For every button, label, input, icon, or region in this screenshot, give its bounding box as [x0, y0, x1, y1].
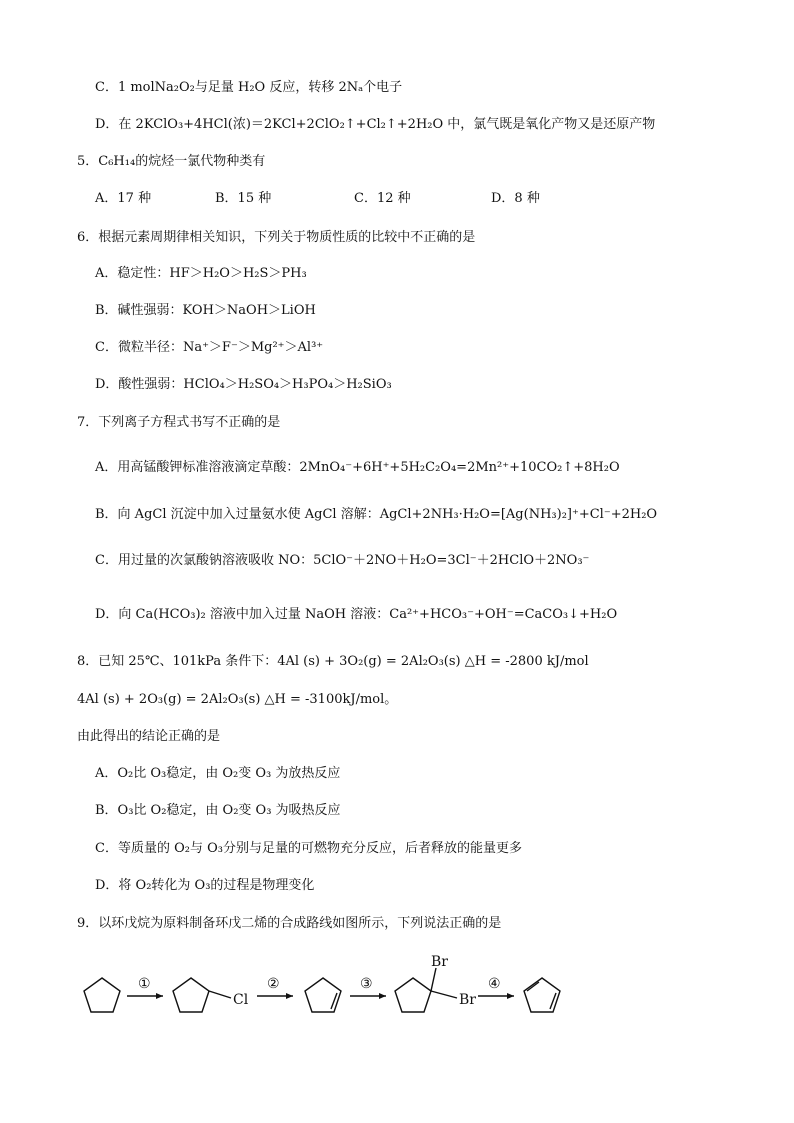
- bromine-right-label: Br: [459, 992, 476, 1008]
- dibromocyclopentane-structure: [395, 978, 431, 1012]
- q8-option-a: A．O₂比 O₃稳定，由 O₂变 O₃ 为放热反应: [95, 766, 341, 781]
- q5-stem: 5．C₆H₁₄的烷烃一氯代物种类有: [77, 154, 266, 169]
- q5-option-d: D．8 种: [491, 191, 540, 206]
- q8-equation-2: 4Al (s) + 2O₃(g) = 2Al₂O₃(s) △H = -3100kJ/mol。: [77, 692, 398, 707]
- q6-option-d: D．酸性强弱：HClO₄＞H₂SO₄＞H₃PO₄＞H₂SiO₃: [95, 377, 392, 392]
- q7-option-b: B．向 AgCl 沉淀中加入过量氨水使 AgCl 溶解：AgCl+2NH₃·H₂O=[Ag(NH₃)₂]⁺+Cl⁻+2H₂O: [95, 507, 658, 522]
- q6-option-a: A．稳定性：HF＞H₂O＞H₂S＞PH₃: [95, 266, 307, 281]
- q5-option-b: B．15 种: [215, 191, 272, 206]
- q8-option-b: B．O₃比 O₂稳定，由 O₂变 O₃ 为吸热反应: [95, 803, 341, 818]
- q8-prompt: 由此得出的结论正确的是: [77, 729, 221, 744]
- q5-option-c: C．12 种: [354, 191, 411, 206]
- q5-options: [95, 190, 540, 208]
- step-2-label: ②: [267, 976, 280, 992]
- cyclopentane-structure: [84, 978, 120, 1012]
- synthesis-scheme: [70, 950, 570, 1030]
- step-3-label: ③: [360, 976, 373, 992]
- q7-option-d: D．向 Ca(HCO₃)₂ 溶液中加入过量 NaOH 溶液：Ca²⁺+HCO₃⁻+OH⁻=CaCO₃↓+H₂O: [95, 607, 618, 622]
- chlorine-label: Cl: [233, 992, 249, 1008]
- q7-stem: 7．下列离子方程式书写不正确的是: [77, 415, 281, 430]
- q6-option-b: B．碱性强弱：KOH＞NaOH＞LiOH: [95, 303, 316, 318]
- step-4-label: ④: [488, 976, 501, 992]
- q8-option-c: C．等质量的 O₂与 O₃分别与足量的可燃物充分反应，后者释放的能量更多: [95, 841, 522, 856]
- q4-option-c: C．1 molNa₂O₂与足量 H₂O 反应，转移 2Nₐ个电子: [95, 80, 403, 95]
- step-1-label: ①: [138, 976, 151, 992]
- q7-option-a: A．用高锰酸钾标准溶液滴定草酸：2MnO₄⁻+6H⁺+5H₂C₂O₄=2Mn²⁺+10CO₂↑+8H₂O: [95, 460, 620, 475]
- q5-option-a: A．17 种: [95, 191, 152, 206]
- chlorocyclopentane-structure: [173, 978, 209, 1012]
- q8-option-d: D．将 O₂转化为 O₃的过程是物理变化: [95, 878, 315, 893]
- q4-option-d: D．在 2KClO₃+4HCl(浓)＝2KCl+2ClO₂↑+Cl₂↑+2H₂O 中，氯气既是氧化产物又是还原产物: [95, 117, 656, 132]
- q6-option-c: C．微粒半径：Na⁺＞F⁻＞Mg²⁺＞Al³⁺: [95, 340, 324, 355]
- q9-stem: 9．以环戊烷为原料制备环戊二烯的合成路线如图所示，下列说法正确的是: [77, 916, 502, 931]
- q6-stem: 6．根据元素周期律相关知识，下列关于物质性质的比较中不正确的是: [77, 230, 476, 245]
- q8-stem: 8．已知 25℃、101kPa 条件下：4Al (s) + 3O₂(g) = 2Al₂O₃(s) △H = -2800 kJ/mol: [77, 654, 589, 669]
- bromine-top-label: Br: [431, 954, 448, 970]
- q7-option-c: C．用过量的次氯酸钠溶液吸收 NO：5ClO⁻＋2NO＋H₂O=3Cl⁻＋2HClO＋2NO₃⁻: [95, 553, 590, 568]
